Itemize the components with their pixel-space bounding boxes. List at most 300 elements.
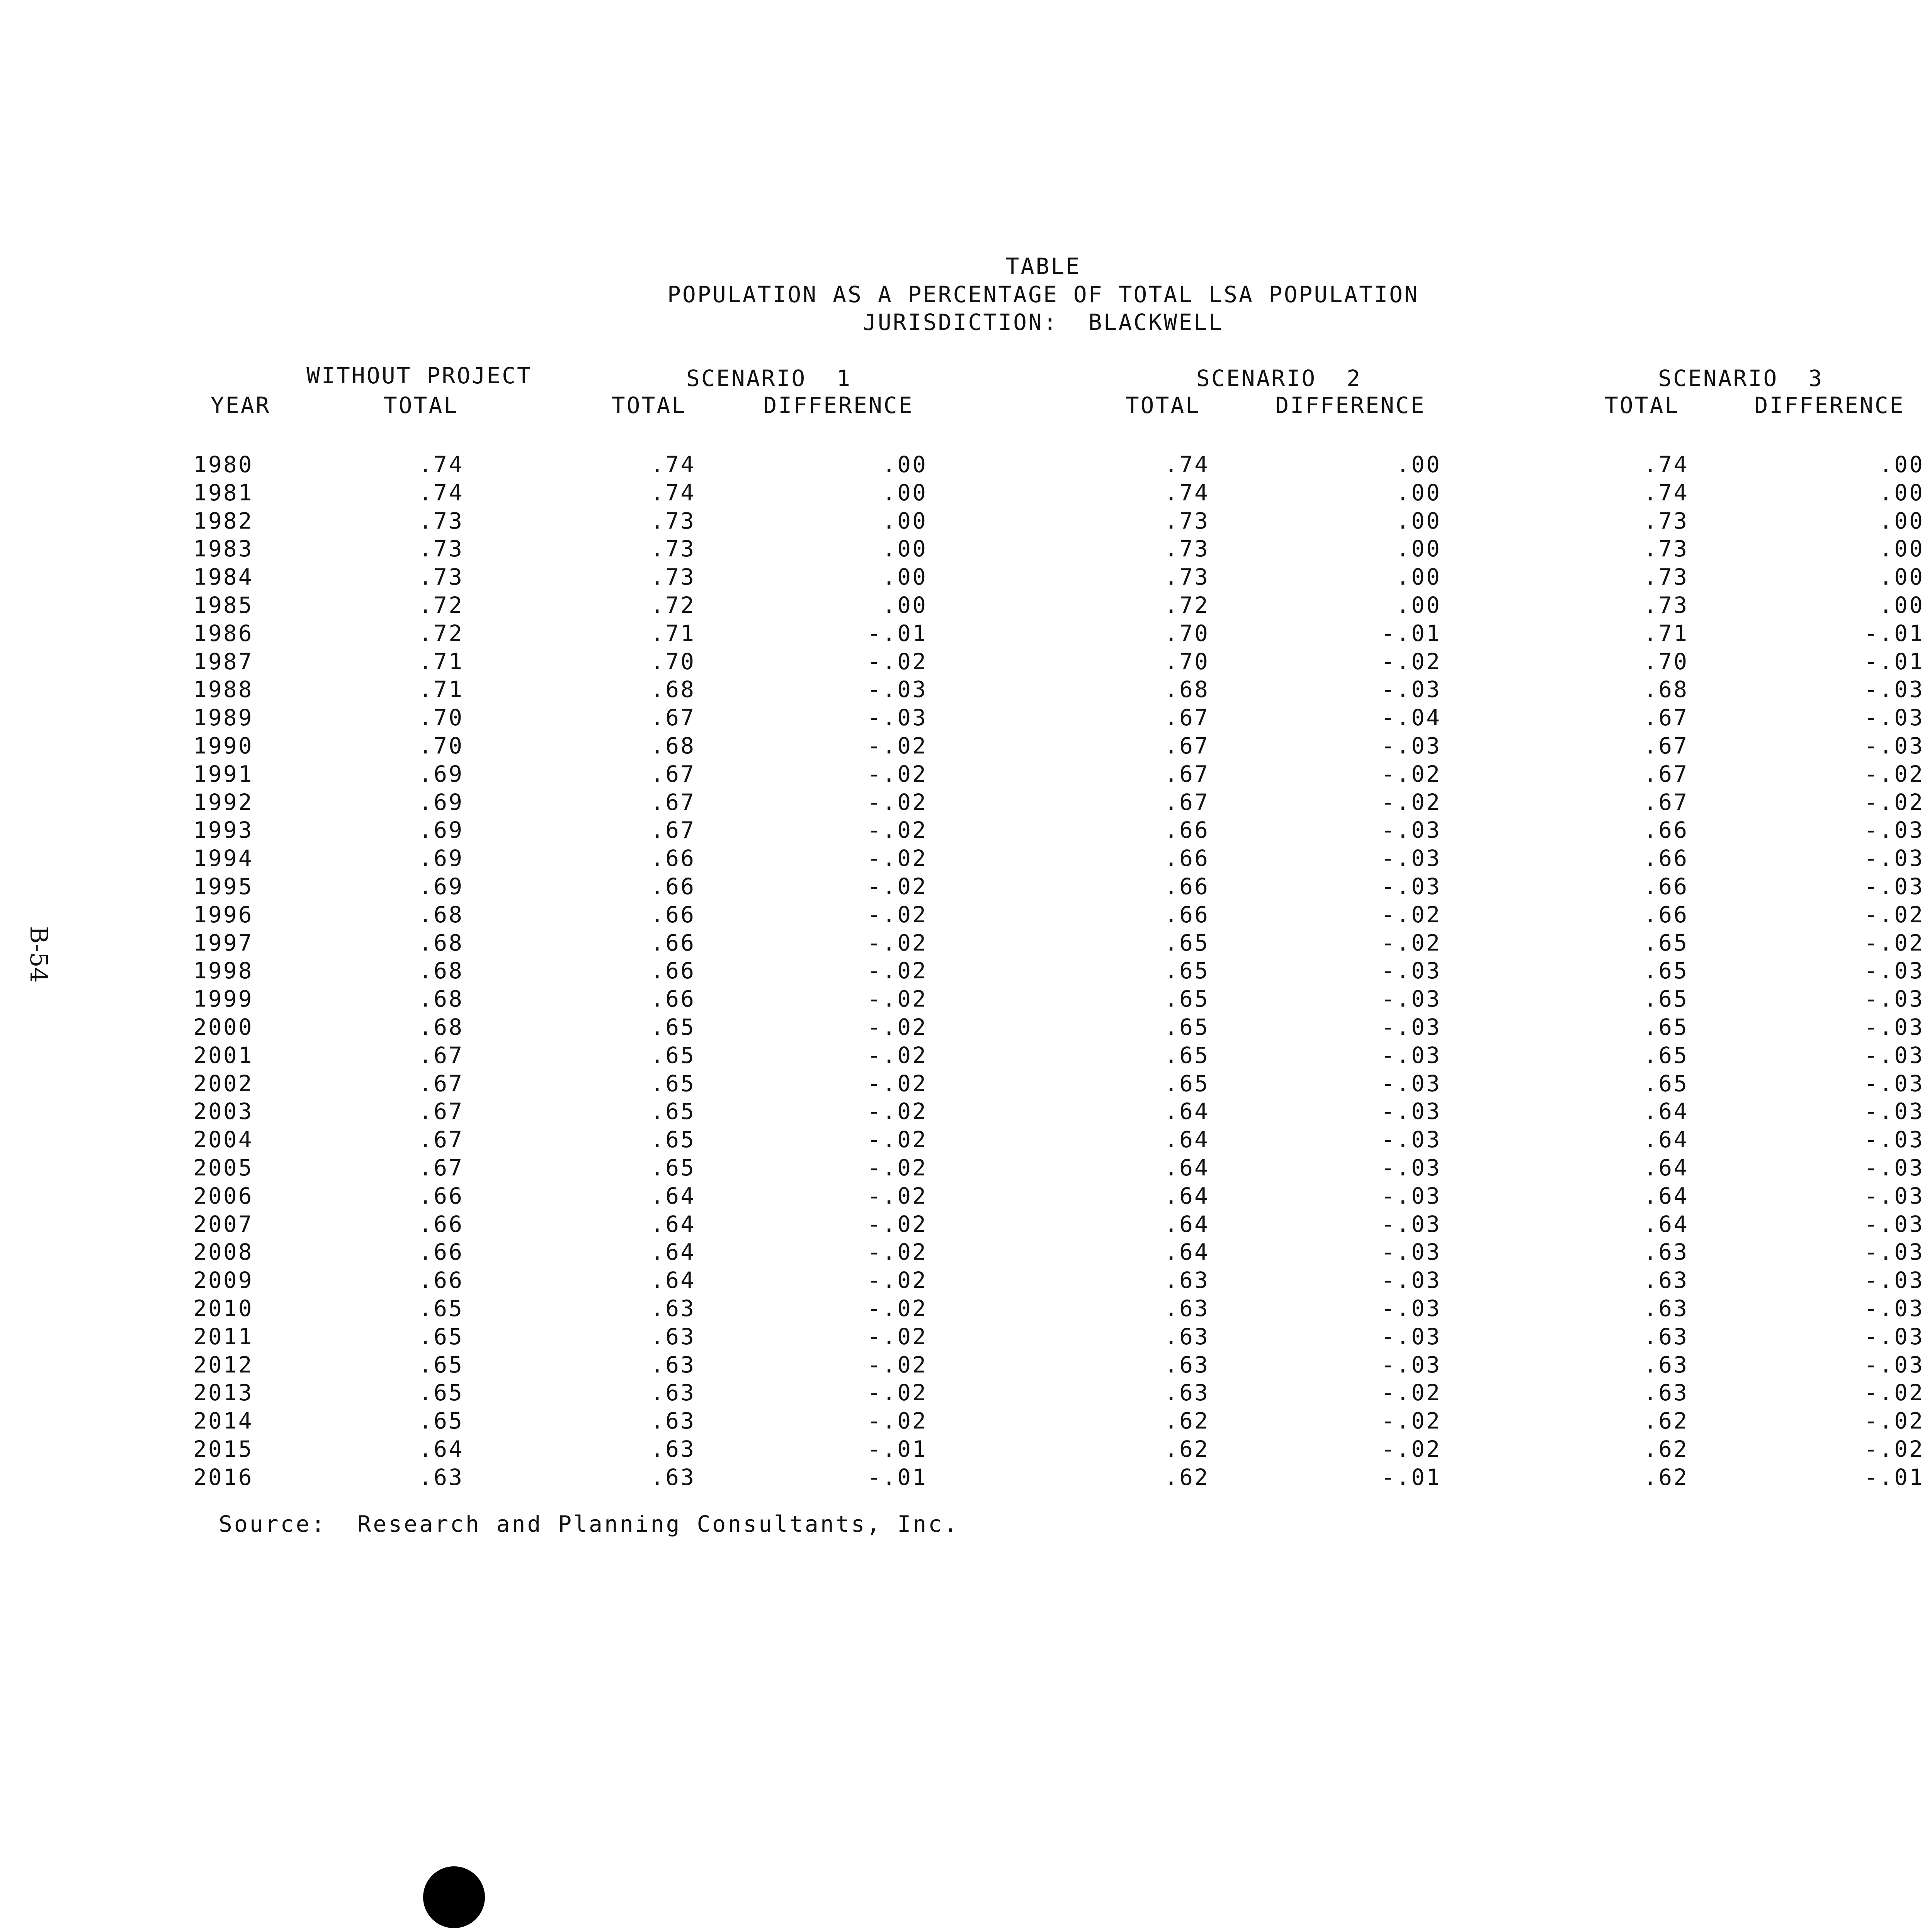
cell-scenario-1-difference: -.01 — [867, 1464, 927, 1490]
cell-scenario-2-total: .65 — [1164, 1014, 1209, 1040]
cell-year: 2013 — [193, 1379, 253, 1406]
cell-year: 1989 — [193, 704, 253, 731]
cell-scenario-3-total: .65 — [1643, 986, 1689, 1012]
table-row — [0, 1070, 1932, 1099]
header-scenario-2-difference: DIFFERENCE — [1275, 392, 1426, 418]
cell-scenario-1-difference: -.02 — [867, 986, 927, 1012]
cell-scenario-2-total: .65 — [1164, 1042, 1209, 1068]
table-jurisdiction: JURISDICTION: BLACKWELL — [862, 309, 1224, 335]
cell-scenario-1-total: .68 — [650, 732, 696, 759]
cell-scenario-2-total: .63 — [1164, 1267, 1209, 1294]
header-scenario-3-difference: DIFFERENCE — [1754, 392, 1905, 418]
cell-scenario-1-total: .67 — [650, 789, 696, 815]
cell-scenario-3-difference: -.03 — [1864, 732, 1924, 759]
cell-scenario-2-difference: -.03 — [1381, 986, 1441, 1012]
punch-hole-left — [423, 1866, 485, 1928]
cell-scenario-1-total: .63 — [650, 1408, 696, 1434]
cell-scenario-1-difference: -.02 — [867, 929, 927, 956]
cell-scenario-3-total: .63 — [1643, 1379, 1689, 1406]
cell-scenario-1-total: .65 — [650, 1070, 696, 1097]
cell-scenario-3-difference: .00 — [1879, 592, 1924, 618]
header-scenario-3: SCENARIO 3 — [1658, 365, 1824, 391]
cell-without-project-total: .65 — [418, 1295, 464, 1321]
cell-year: 1985 — [193, 592, 253, 618]
table-row — [0, 1436, 1932, 1464]
cell-scenario-1-total: .73 — [650, 536, 696, 562]
cell-without-project-total: .71 — [418, 676, 464, 703]
cell-scenario-1-total: .64 — [650, 1239, 696, 1265]
cell-scenario-3-total: .62 — [1643, 1435, 1689, 1462]
cell-scenario-1-total: .65 — [650, 1126, 696, 1153]
cell-without-project-total: .71 — [418, 648, 464, 675]
cell-year: 2001 — [193, 1042, 253, 1068]
cell-scenario-3-total: .73 — [1643, 507, 1689, 534]
cell-scenario-1-difference: -.02 — [867, 1295, 927, 1321]
cell-scenario-3-total: .70 — [1643, 648, 1689, 675]
cell-scenario-1-difference: -.02 — [867, 957, 927, 984]
cell-scenario-1-total: .65 — [650, 1014, 696, 1040]
cell-scenario-2-difference: -.03 — [1381, 873, 1441, 900]
cell-scenario-2-total: .65 — [1164, 929, 1209, 956]
cell-scenario-3-difference: -.03 — [1864, 1239, 1924, 1265]
cell-scenario-2-total: .74 — [1164, 451, 1209, 478]
cell-without-project-total: .69 — [418, 845, 464, 872]
cell-without-project-total: .66 — [418, 1239, 464, 1265]
cell-scenario-3-difference: -.03 — [1864, 986, 1924, 1012]
cell-scenario-3-total: .67 — [1643, 789, 1689, 815]
table-row — [0, 1014, 1932, 1042]
cell-scenario-3-difference: -.02 — [1864, 1379, 1924, 1406]
cell-scenario-1-total: .68 — [650, 676, 696, 703]
table-row — [0, 789, 1932, 817]
cell-scenario-3-total: .63 — [1643, 1267, 1689, 1294]
header-scenario-2-total: TOTAL — [1125, 392, 1201, 418]
cell-scenario-2-total: .63 — [1164, 1379, 1209, 1406]
cell-scenario-3-total: .73 — [1643, 536, 1689, 562]
cell-without-project-total: .67 — [418, 1126, 464, 1153]
cell-scenario-3-difference: -.01 — [1864, 620, 1924, 646]
cell-year: 1992 — [193, 789, 253, 815]
table-row — [0, 957, 1932, 986]
cell-without-project-total: .70 — [418, 704, 464, 731]
table-row — [0, 1323, 1932, 1352]
cell-scenario-2-difference: -.02 — [1381, 760, 1441, 787]
cell-scenario-1-total: .64 — [650, 1182, 696, 1209]
cell-scenario-3-total: .65 — [1643, 929, 1689, 956]
cell-scenario-3-total: .64 — [1643, 1154, 1689, 1181]
cell-scenario-1-difference: -.02 — [867, 1379, 927, 1406]
table-row — [0, 480, 1932, 508]
cell-scenario-3-difference: -.01 — [1864, 648, 1924, 675]
header-scenario-1-total: TOTAL — [611, 392, 687, 418]
cell-scenario-2-total: .64 — [1164, 1239, 1209, 1265]
cell-scenario-1-difference: -.02 — [867, 845, 927, 872]
cell-without-project-total: .67 — [418, 1070, 464, 1097]
table-row — [0, 733, 1932, 761]
table-row — [0, 536, 1932, 564]
cell-year: 1984 — [193, 564, 253, 590]
header-without-project-total: TOTAL — [383, 392, 459, 418]
cell-year: 1996 — [193, 901, 253, 928]
cell-scenario-2-total: .64 — [1164, 1126, 1209, 1153]
cell-year: 1983 — [193, 536, 253, 562]
cell-scenario-1-total: .67 — [650, 760, 696, 787]
table-title-label: TABLE — [1005, 253, 1081, 279]
cell-scenario-3-difference: -.03 — [1864, 957, 1924, 984]
cell-year: 1991 — [193, 760, 253, 787]
cell-scenario-3-difference: .00 — [1879, 507, 1924, 534]
table-row — [0, 1295, 1932, 1323]
cell-without-project-total: .68 — [418, 957, 464, 984]
cell-scenario-2-difference: -.03 — [1381, 1295, 1441, 1321]
table-body — [0, 451, 1932, 1492]
cell-without-project-total: .74 — [418, 479, 464, 506]
table-row — [0, 817, 1932, 845]
table-row — [0, 761, 1932, 789]
cell-scenario-3-difference: -.02 — [1864, 901, 1924, 928]
cell-scenario-3-total: .71 — [1643, 620, 1689, 646]
cell-year: 1999 — [193, 986, 253, 1012]
cell-scenario-2-total: .67 — [1164, 760, 1209, 787]
cell-scenario-2-difference: -.03 — [1381, 1182, 1441, 1209]
cell-scenario-1-difference: -.02 — [867, 1070, 927, 1097]
cell-scenario-2-difference: -.03 — [1381, 957, 1441, 984]
cell-scenario-2-total: .62 — [1164, 1408, 1209, 1434]
cell-scenario-2-total: .63 — [1164, 1323, 1209, 1350]
table-row — [0, 564, 1932, 592]
cell-scenario-3-total: .65 — [1643, 1070, 1689, 1097]
cell-scenario-2-total: .73 — [1164, 536, 1209, 562]
table-row — [0, 620, 1932, 648]
cell-scenario-1-difference: -.02 — [867, 732, 927, 759]
cell-scenario-1-difference: .00 — [882, 564, 927, 590]
cell-scenario-2-total: .66 — [1164, 873, 1209, 900]
cell-scenario-3-difference: -.02 — [1864, 1408, 1924, 1434]
table-row — [0, 1211, 1932, 1239]
cell-year: 1987 — [193, 648, 253, 675]
cell-scenario-1-total: .74 — [650, 479, 696, 506]
cell-without-project-total: .64 — [418, 1435, 464, 1462]
table-row — [0, 1464, 1932, 1492]
cell-scenario-1-difference: -.01 — [867, 1435, 927, 1462]
cell-without-project-total: .66 — [418, 1182, 464, 1209]
cell-scenario-2-difference: -.03 — [1381, 817, 1441, 844]
cell-scenario-1-difference: -.02 — [867, 1098, 927, 1125]
cell-scenario-3-difference: -.02 — [1864, 760, 1924, 787]
cell-scenario-1-difference: -.02 — [867, 1239, 927, 1265]
cell-scenario-3-total: .74 — [1643, 451, 1689, 478]
table-title: POPULATION AS A PERCENTAGE OF TOTAL LSA POPULATION — [667, 281, 1419, 308]
cell-scenario-3-total: .63 — [1643, 1239, 1689, 1265]
cell-scenario-2-difference: -.02 — [1381, 901, 1441, 928]
cell-year: 2004 — [193, 1126, 253, 1153]
cell-scenario-2-total: .72 — [1164, 592, 1209, 618]
cell-scenario-2-difference: -.02 — [1381, 789, 1441, 815]
cell-scenario-1-total: .71 — [650, 620, 696, 646]
cell-scenario-1-total: .67 — [650, 817, 696, 844]
cell-scenario-2-total: .67 — [1164, 704, 1209, 731]
cell-scenario-3-difference: -.03 — [1864, 845, 1924, 872]
cell-scenario-2-total: .64 — [1164, 1154, 1209, 1181]
cell-scenario-1-difference: -.02 — [867, 1014, 927, 1040]
cell-year: 2000 — [193, 1014, 253, 1040]
cell-scenario-2-total: .64 — [1164, 1098, 1209, 1125]
cell-scenario-1-total: .64 — [650, 1211, 696, 1237]
cell-scenario-2-difference: .00 — [1396, 536, 1441, 562]
cell-scenario-3-total: .63 — [1643, 1295, 1689, 1321]
cell-year: 1995 — [193, 873, 253, 900]
cell-without-project-total: .63 — [418, 1464, 464, 1490]
cell-scenario-2-total: .73 — [1164, 507, 1209, 534]
cell-scenario-1-total: .66 — [650, 986, 696, 1012]
cell-without-project-total: .69 — [418, 873, 464, 900]
cell-without-project-total: .68 — [418, 1014, 464, 1040]
header-scenario-3-total: TOTAL — [1604, 392, 1680, 418]
table-row — [0, 1352, 1932, 1380]
cell-without-project-total: .65 — [418, 1379, 464, 1406]
cell-without-project-total: .66 — [418, 1211, 464, 1237]
cell-scenario-1-difference: -.02 — [867, 817, 927, 844]
cell-without-project-total: .73 — [418, 536, 464, 562]
cell-scenario-2-difference: -.03 — [1381, 1351, 1441, 1378]
cell-scenario-1-total: .70 — [650, 648, 696, 675]
cell-scenario-1-difference: .00 — [882, 507, 927, 534]
cell-year: 2008 — [193, 1239, 253, 1265]
cell-scenario-2-difference: .00 — [1396, 564, 1441, 590]
cell-scenario-2-difference: -.03 — [1381, 1323, 1441, 1350]
table-row — [0, 930, 1932, 958]
cell-scenario-3-total: .64 — [1643, 1211, 1689, 1237]
cell-scenario-3-total: .66 — [1643, 845, 1689, 872]
header-without-project: WITHOUT PROJECT — [306, 362, 532, 389]
cell-scenario-2-total: .62 — [1164, 1435, 1209, 1462]
table-row — [0, 1126, 1932, 1155]
cell-scenario-1-total: .66 — [650, 929, 696, 956]
cell-scenario-1-difference: -.02 — [867, 1154, 927, 1181]
cell-scenario-3-total: .73 — [1643, 564, 1689, 590]
cell-scenario-3-difference: .00 — [1879, 536, 1924, 562]
cell-scenario-2-difference: -.03 — [1381, 1014, 1441, 1040]
cell-scenario-2-total: .62 — [1164, 1464, 1209, 1490]
header-year: YEAR — [211, 392, 271, 418]
cell-scenario-3-total: .74 — [1643, 479, 1689, 506]
cell-scenario-2-difference: -.03 — [1381, 1239, 1441, 1265]
cell-scenario-3-total: .62 — [1643, 1408, 1689, 1434]
cell-scenario-2-difference: -.03 — [1381, 1211, 1441, 1237]
cell-scenario-3-total: .65 — [1643, 957, 1689, 984]
cell-scenario-1-difference: -.02 — [867, 1323, 927, 1350]
cell-scenario-1-total: .65 — [650, 1042, 696, 1068]
cell-scenario-3-difference: -.02 — [1864, 789, 1924, 815]
cell-year: 1982 — [193, 507, 253, 534]
page-number: B-54 — [25, 926, 53, 983]
cell-without-project-total: .72 — [418, 592, 464, 618]
table-row — [0, 592, 1932, 620]
cell-scenario-1-total: .63 — [650, 1295, 696, 1321]
cell-without-project-total: .65 — [418, 1323, 464, 1350]
cell-scenario-2-total: .64 — [1164, 1211, 1209, 1237]
cell-without-project-total: .72 — [418, 620, 464, 646]
cell-scenario-2-difference: -.03 — [1381, 1154, 1441, 1181]
cell-scenario-3-difference: -.03 — [1864, 676, 1924, 703]
cell-scenario-2-total: .65 — [1164, 1070, 1209, 1097]
cell-scenario-2-total: .67 — [1164, 732, 1209, 759]
table-row — [0, 648, 1932, 677]
cell-scenario-3-difference: -.03 — [1864, 1098, 1924, 1125]
cell-scenario-1-total: .64 — [650, 1267, 696, 1294]
cell-scenario-3-total: .64 — [1643, 1098, 1689, 1125]
cell-without-project-total: .68 — [418, 901, 464, 928]
cell-scenario-2-total: .68 — [1164, 676, 1209, 703]
cell-scenario-3-difference: -.03 — [1864, 1182, 1924, 1209]
cell-scenario-1-difference: -.02 — [867, 1267, 927, 1294]
cell-scenario-3-total: .65 — [1643, 1042, 1689, 1068]
cell-year: 2011 — [193, 1323, 253, 1350]
cell-scenario-1-difference: .00 — [882, 451, 927, 478]
cell-scenario-3-total: .62 — [1643, 1464, 1689, 1490]
cell-scenario-1-difference: -.03 — [867, 704, 927, 731]
cell-scenario-1-difference: -.02 — [867, 1042, 927, 1068]
cell-scenario-1-difference: -.02 — [867, 648, 927, 675]
cell-scenario-2-total: .66 — [1164, 817, 1209, 844]
cell-scenario-3-total: .67 — [1643, 732, 1689, 759]
table-row — [0, 1042, 1932, 1070]
cell-scenario-3-difference: -.02 — [1864, 929, 1924, 956]
cell-without-project-total: .73 — [418, 507, 464, 534]
cell-scenario-2-total: .66 — [1164, 845, 1209, 872]
cell-scenario-2-difference: -.02 — [1381, 1379, 1441, 1406]
table-row — [0, 1379, 1932, 1408]
cell-year: 2002 — [193, 1070, 253, 1097]
cell-scenario-1-total: .73 — [650, 564, 696, 590]
cell-scenario-3-difference: -.03 — [1864, 817, 1924, 844]
cell-year: 1990 — [193, 732, 253, 759]
cell-year: 1993 — [193, 817, 253, 844]
cell-scenario-1-total: .63 — [650, 1379, 696, 1406]
cell-year: 1994 — [193, 845, 253, 872]
cell-scenario-2-total: .74 — [1164, 479, 1209, 506]
cell-year: 1998 — [193, 957, 253, 984]
cell-scenario-3-total: .65 — [1643, 1014, 1689, 1040]
cell-scenario-3-difference: -.01 — [1864, 1464, 1924, 1490]
cell-without-project-total: .67 — [418, 1154, 464, 1181]
cell-scenario-2-total: .63 — [1164, 1351, 1209, 1378]
cell-scenario-2-difference: -.03 — [1381, 676, 1441, 703]
table-row — [0, 901, 1932, 930]
source-note: Source: Research and Planning Consultants, Inc. — [219, 1511, 959, 1537]
cell-scenario-2-difference: -.03 — [1381, 1070, 1441, 1097]
cell-scenario-2-total: .66 — [1164, 901, 1209, 928]
cell-scenario-2-total: .63 — [1164, 1295, 1209, 1321]
cell-scenario-1-difference: .00 — [882, 479, 927, 506]
cell-scenario-2-total: .70 — [1164, 648, 1209, 675]
cell-scenario-2-total: .64 — [1164, 1182, 1209, 1209]
cell-scenario-1-difference: -.01 — [867, 620, 927, 646]
cell-scenario-3-total: .66 — [1643, 901, 1689, 928]
cell-scenario-1-total: .66 — [650, 901, 696, 928]
table-row — [0, 508, 1932, 536]
cell-scenario-2-difference: -.04 — [1381, 704, 1441, 731]
cell-scenario-1-difference: -.02 — [867, 1211, 927, 1237]
table-row — [0, 1183, 1932, 1211]
cell-scenario-2-difference: -.03 — [1381, 1126, 1441, 1153]
table-row — [0, 676, 1932, 704]
cell-scenario-2-total: .65 — [1164, 957, 1209, 984]
cell-scenario-2-difference: .00 — [1396, 507, 1441, 534]
cell-scenario-2-total: .70 — [1164, 620, 1209, 646]
cell-scenario-3-difference: -.03 — [1864, 1211, 1924, 1237]
cell-scenario-1-total: .63 — [650, 1464, 696, 1490]
cell-scenario-3-difference: -.03 — [1864, 1042, 1924, 1068]
cell-year: 2006 — [193, 1182, 253, 1209]
cell-scenario-3-difference: -.03 — [1864, 1295, 1924, 1321]
cell-scenario-2-difference: -.01 — [1381, 1464, 1441, 1490]
cell-scenario-3-difference: -.03 — [1864, 1323, 1924, 1350]
cell-scenario-2-difference: -.02 — [1381, 648, 1441, 675]
cell-scenario-3-total: .66 — [1643, 873, 1689, 900]
cell-without-project-total: .65 — [418, 1351, 464, 1378]
cell-year: 2005 — [193, 1154, 253, 1181]
cell-scenario-3-total: .64 — [1643, 1126, 1689, 1153]
cell-scenario-2-total: .65 — [1164, 986, 1209, 1012]
cell-scenario-2-difference: -.03 — [1381, 732, 1441, 759]
cell-scenario-1-difference: -.02 — [867, 1182, 927, 1209]
cell-scenario-3-total: .66 — [1643, 817, 1689, 844]
table-row — [0, 451, 1932, 480]
cell-scenario-2-difference: -.03 — [1381, 1267, 1441, 1294]
cell-without-project-total: .68 — [418, 986, 464, 1012]
cell-scenario-2-difference: -.03 — [1381, 1042, 1441, 1068]
cell-year: 1981 — [193, 479, 253, 506]
table-row — [0, 1155, 1932, 1183]
cell-scenario-3-difference: -.03 — [1864, 1126, 1924, 1153]
cell-without-project-total: .70 — [418, 732, 464, 759]
cell-without-project-total: .67 — [418, 1098, 464, 1125]
cell-scenario-1-difference: -.03 — [867, 676, 927, 703]
cell-scenario-2-difference: -.02 — [1381, 929, 1441, 956]
cell-year: 2009 — [193, 1267, 253, 1294]
cell-without-project-total: .69 — [418, 817, 464, 844]
cell-scenario-3-total: .67 — [1643, 704, 1689, 731]
cell-scenario-1-difference: .00 — [882, 536, 927, 562]
cell-scenario-1-total: .66 — [650, 873, 696, 900]
table-row — [0, 873, 1932, 901]
cell-without-project-total: .67 — [418, 1042, 464, 1068]
cell-scenario-2-difference: -.03 — [1381, 1098, 1441, 1125]
cell-scenario-2-difference: .00 — [1396, 592, 1441, 618]
table-row — [0, 1239, 1932, 1267]
header-scenario-1-difference: DIFFERENCE — [763, 392, 914, 418]
cell-without-project-total: .65 — [418, 1408, 464, 1434]
cell-scenario-2-difference: -.02 — [1381, 1435, 1441, 1462]
cell-scenario-1-difference: -.02 — [867, 789, 927, 815]
cell-scenario-1-total: .65 — [650, 1098, 696, 1125]
cell-scenario-1-difference: -.02 — [867, 873, 927, 900]
header-scenario-1: SCENARIO 1 — [686, 365, 852, 391]
cell-year: 2012 — [193, 1351, 253, 1378]
table-row — [0, 986, 1932, 1014]
cell-without-project-total: .69 — [418, 760, 464, 787]
cell-year: 2003 — [193, 1098, 253, 1125]
cell-scenario-1-difference: -.02 — [867, 1126, 927, 1153]
cell-scenario-2-difference: .00 — [1396, 451, 1441, 478]
cell-year: 1988 — [193, 676, 253, 703]
table-row — [0, 1267, 1932, 1295]
cell-year: 2014 — [193, 1408, 253, 1434]
table-row — [0, 845, 1932, 873]
header-scenario-2: SCENARIO 2 — [1196, 365, 1362, 391]
cell-scenario-3-difference: -.03 — [1864, 1014, 1924, 1040]
